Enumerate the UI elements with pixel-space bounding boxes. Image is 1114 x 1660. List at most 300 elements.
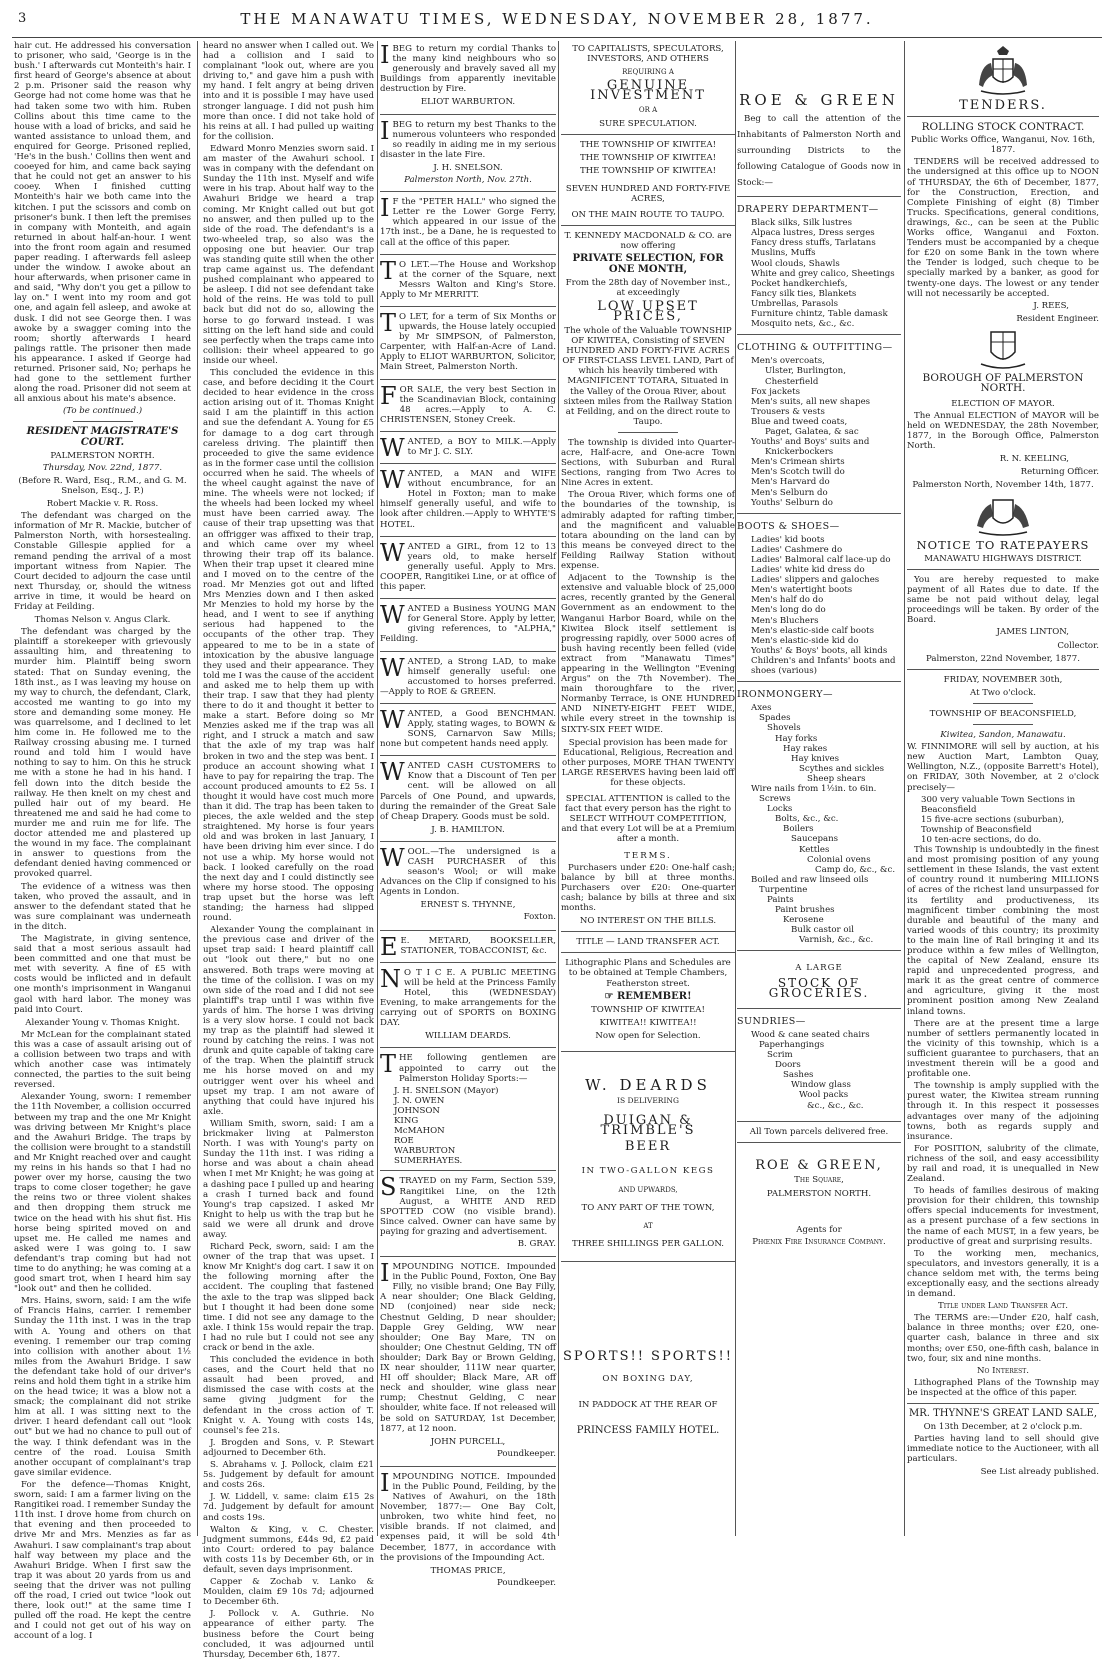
stock-item: Axes — [751, 703, 772, 714]
divider — [907, 116, 1099, 117]
committee-name: SUMERHAYES. — [394, 1156, 463, 1167]
ad-text: E. METARD, BOOKSELLER, STATIONER, TOBACCONIST, &c. — [400, 935, 556, 956]
column-small-ads — [380, 41, 556, 1588]
court-paragraph: Walton & King, v. C. Chester. Judgment summons, £44s 9d, £2 paid into Court: ordered to pay balance with costs 11s by December 6th, or in default, seven days imprisonment. — [203, 1524, 374, 1575]
body-paragraph: Adjacent to the Township is the extensive and valuable block of 25,000 acres, recently granted by the General Government as an endowment to the Wanganui Harbor Board, while on the Kiwitea Block itself settlement is progressing rapidly, over 5000 acres of bush having recently been felled (vide extract from "Manawatu Times" appearing in the Wellington "Evening Argus" on the 7th November). The main thoroughfare to the river, Normanby Terrace, is ONE HUNDRED AND NINETY-EIGHT FEET WIDE, while every street in the township is SIXTY-SIX FEET WIDE. — [561, 573, 735, 735]
committee-name: JOHNSON — [394, 1105, 440, 1116]
borough-heading: BOROUGH OF PALMERSTON NORTH. — [922, 371, 1084, 394]
stock-item: Hay knives — [791, 753, 840, 764]
special-attention: SPECIAL ATTENTION is called to the fact that every person has the right to SELECT WITHOUT COMPETITION, and that every Lot will be at a Premium after a month. — [561, 794, 735, 845]
stock-item: Ladies' slippers and galoches — [751, 575, 880, 586]
deards-line: TO ANY PART OF THE TOWN, — [581, 1202, 715, 1213]
masthead-rule — [12, 37, 1102, 38]
insurance-company: Phœnix Fire Insurance Company. — [752, 1237, 886, 1248]
stock-item: Turpentine — [759, 884, 808, 895]
sports-heading: SPORTS!! SPORTS!! — [563, 1348, 733, 1364]
stock-item: Paints — [767, 895, 794, 905]
stock-item: Muslins, Muffs — [751, 248, 816, 259]
stock-item: Youths' Selburn do — [751, 497, 833, 508]
stock-item: Fancy dress stuffs, Tarlatans — [751, 238, 876, 249]
court-paragraph: J. Pollock v. A. Guthrie. No appearance of either party. The business before the Court being concluded, it was adjourned until Thursday, December 6th, 1877. — [203, 1609, 374, 1660]
ad-text: O LET.—The House and Workshop at the corner of the Square, next Messrs Walton and King's Store. Apply to Mr MERRITT. — [380, 259, 556, 300]
stock-item: Wool packs — [799, 1090, 849, 1101]
stock-item: Men's Scotch twill do — [751, 467, 845, 478]
divider — [561, 952, 735, 953]
royal-coat-of-arms-icon — [971, 494, 1035, 536]
ad-signature: THOMAS PRICE, — [430, 1565, 506, 1576]
classified-ad — [380, 1259, 556, 1467]
stock-item: Youths' and Boys' suits and — [751, 437, 870, 448]
plans-note: Lithographed Plans of the Township may be inspected at the office of this paper. — [907, 1377, 1099, 1398]
stock-item: Men's Selburn do — [751, 487, 828, 498]
ad-text: OR SALE, the very best Section in the Scandinavian Block, containing 48 acres.—Apply to A. C. CHRISTENSEN, Stoney Creek. — [380, 384, 556, 425]
ad-text: MPOUNDING NOTICE. Impounded in the Public Pound, Foxton, One Bay Filly, no visible brand; One Bay Filly, A near shoulder; One Black Gelding, ND (conjoined) near side neck; Chestnut Gelding, D near shoulder; Dapple Grey Gelding, WW near shoulder; One Bay Mare, TN on shoulder; One Chestnut Gelding, TN off shoulder; Dark Bay or Brown Gelding, IX near shoulder, 111W near quarter, HI off shoulder; Black Mare, AR off neck and shoulder, wine glass near rump; Chestnut Gelding, C near shoulder, white face. If not released will be sold on SATURDAY, 1st December, 1877, at 12 noon. — [380, 1262, 556, 1434]
stock-item: Sashes — [783, 1070, 814, 1081]
drop-cap: N — [380, 964, 401, 993]
stock-item: Children's and Infants' boots and shoes (various) — [751, 655, 896, 677]
drop-cap: S — [380, 1173, 397, 1202]
rm-place: PALMERSTON NORTH. — [50, 450, 155, 461]
column-rule — [558, 41, 559, 1536]
stock-item: Youths' & Boys' boots, all kinds — [751, 645, 888, 656]
stock-item: Kettles — [799, 844, 830, 855]
deards-line: AND UPWARDS, — [618, 1185, 678, 1194]
ad-text: ANTED, a BOY to MILK.—Apply to Mr J. C. SLY. — [407, 436, 556, 457]
ad-text: O T I C E. A PUBLIC MEETING will be held at the Princess Family Hotel, this (WEDNESDAY) Evening, to make arrangements for the carrying out of SPORTS on BOXING DAY. — [380, 967, 556, 1029]
ad-text: OOL.—The undersigned is a CASH PURCHASER of this season's Wool; or will make Advances on the Clip if consigned to his Agents in London. — [380, 846, 556, 898]
ad-text: ANTED, a Good BENCHMAN. Apply, stating wages, to BOWN & SONS, Carnarvon Saw Mills; none but competent hands need apply. — [380, 708, 556, 750]
classified-ad — [380, 257, 556, 307]
page-number: 3 — [18, 11, 27, 26]
ad-intro: TO CAPITALISTS, SPECULATORS, INVESTORS, AND OTHERS — [572, 44, 724, 65]
ad-title: Poundkeeper. — [496, 1577, 556, 1588]
election-dateline: Palmerston North, November 14th, 1877. — [912, 479, 1094, 490]
township-heading: THE TOWNSHIP OF KIWITEA! — [579, 139, 717, 150]
terms-heading: TERMS. — [624, 850, 672, 861]
divider — [561, 134, 735, 135]
stock-item: Men's Bluchers — [751, 615, 819, 626]
no-interest: NO INTEREST ON THE BILLS. — [579, 916, 717, 927]
collector-title: Collector. — [1057, 640, 1099, 651]
highways-district: MANAWATU HIGHWAYS DISTRICT. — [924, 553, 1082, 564]
stock-item: Men's half do do — [751, 595, 824, 606]
stock-item: Paget, Galatea, & sac — [765, 426, 859, 437]
stock-item: Men's elastic-side kid do — [751, 635, 859, 646]
deards-price: THREE SHILLINGS PER GALLON. — [571, 1238, 725, 1249]
committee-name: ROE — [394, 1136, 414, 1147]
divider — [561, 225, 735, 226]
drop-cap: I — [380, 116, 390, 145]
divider — [561, 1051, 735, 1052]
court-paragraph: heard no answer when I called out. We had a collision and I said to complainant "look out, where are you driving to," and gave him a push with my hand. I felt angry at being driven into and it is possible I may have used stronger language. I did not push him more than once. I did not take hold of his reins at all. I had pulled up waiting for the collision. — [203, 41, 374, 142]
open-for-selection: Now open for Selection. — [595, 1030, 701, 1041]
ad-text: ANTED a GIRL, from 12 to 13 years old, to make herself generally useful. Apply to Mrs. COOPER, Rangitikei Line, or at office of this paper. — [380, 541, 556, 593]
classified-ad — [380, 844, 556, 931]
drop-cap: W — [380, 705, 405, 734]
court-paragraph: Capper & Zochab v. Lanko & Moulden, claim £9 10s 7d; adjourned to December 6th. — [203, 1577, 374, 1608]
divider — [737, 1008, 901, 1009]
stock-item: Wood & cane seated chairs — [751, 1029, 870, 1040]
to-be-continued: (To be continued.) — [62, 406, 143, 417]
court-paragraph: The defendant was charged by the plaintiff a storekeeper with grievously assaulting him, and threatening to murder him. Plaintiff being sworn stated: That on Sunday evening, the 18th inst., as I was leaving my house on my way to church, the defendant, Clark, accosted me wanting to go into my store and demanding some money. He was quarrelsome, and I declined to let him come in. He followed me to the Railway crossing abusing me. I turned round and told him I would have nothing to say to him. On this he struck me with a stone he had in his hand. I fell down into the ditch beside the railway. He then knelt on my chest and pulled hair out of my beard. He threatened me and said he had come to murder me and ruin me for life. The doctor attended me and plastered up the wound in my face. The complainant in answer to questions from the defendant denied having commenced or provoked quarrel. — [14, 627, 191, 880]
case-title: Thomas Nelson v. Angus Clark. — [34, 615, 171, 626]
drop-cap: W — [380, 466, 405, 495]
clothing-heading: CLOTHING & OUTFITTING— — [737, 342, 893, 354]
classified-ad — [380, 706, 556, 756]
classified-ad — [380, 41, 556, 115]
ad-signature: B. GRAY. — [517, 1239, 556, 1249]
auction-time: At Two o'clock. — [970, 687, 1036, 698]
divider — [737, 950, 901, 951]
ad-signature: WILLIAM DEARDS. — [425, 1031, 511, 1042]
ad-signature: J. H. SNELSON. — [433, 162, 503, 173]
ad-intro: REQUIRING A — [622, 68, 674, 77]
ad-signature: J. B. HAMILTON. — [431, 824, 505, 835]
stock-item: Kerosene — [783, 915, 824, 926]
divider — [737, 334, 901, 335]
low-prices: LOW UPSET PRICES, — [597, 298, 699, 324]
classified-ad — [380, 117, 556, 193]
ad-title: Poundkeeper. — [496, 1448, 556, 1459]
auction-date: FRIDAY, NOVEMBER 30th, — [943, 674, 1063, 685]
deards-line: AT — [643, 1221, 653, 1230]
court-paragraph: This concluded the evidence in both cases, and the Court held that no assault had been proved, and dismissed the case with costs at the same giving judgment for the defendant in the cross action of T. Knight v. A. Young with costs 14s, counsel's fee 21s. — [203, 1355, 374, 1436]
stock-item: Scythes and sickles — [799, 763, 885, 774]
ad-heading: GENUINE INVESTMENT — [590, 78, 706, 104]
column-rule — [197, 41, 198, 1536]
body-paragraph: To the working men, mechanics, speculators, and investors generally, it is a chance seldom met with, the terms being exceptionally easy, and the sections already in demand. — [907, 1248, 1099, 1300]
private-selection: PRIVATE SELECTION, FOR ONE MONTH, — [572, 253, 724, 275]
township-heading: THE TOWNSHIP OF KIWITEA! — [579, 165, 717, 176]
remember-line — [561, 992, 735, 1002]
body-paragraph: To heads of families desirous of making provision for their children, this township offers special inducements for investment, as a present purchase of a few sections in the name of each MUST, in a few years, be productive of great and surprising results. — [907, 1186, 1099, 1247]
ratepayers-heading: NOTICE TO RATEPAYERS — [916, 537, 1090, 552]
divider — [737, 513, 901, 514]
lot-item: 10 ten-acre sections, do do. — [921, 834, 1042, 845]
roe-green-intro: Beg to call the attention of the Inhabitants of Palmerston North and surrounding Districts to the following Catalogue of Goods now in Stock:— — [737, 114, 901, 189]
divider — [973, 724, 1033, 725]
no-interest: No Interest. — [977, 1365, 1029, 1376]
stock-item: Men's Harvard do — [751, 477, 830, 488]
court-paragraph: The evidence of a witness was then taken, who proved the assault, and in answer to the defendant stated that he was sure complainant was underneath in the ditch. — [14, 881, 191, 932]
stock-item: Men's elastic-side calf boots — [751, 625, 874, 636]
body-paragraph: There are at the present time a large number of settlers permanently located in the vicinity of this township, which is a sufficient guarantee to purchasers, that an investment therein will be a good and profitable one. — [907, 1018, 1099, 1080]
remember-text: REMEMBER! — [616, 990, 692, 1002]
stock-item: Shovels — [767, 723, 801, 734]
stock-item: Bolts, &c., &c. — [775, 814, 839, 825]
court-paragraph: William Smith, sworn, said: I am a brickmaker living at Palmerston North. I was with Young's party on Sunday the 11th inst. I was riding a horse and was about a chain ahead when I met Mr Knight; he was going at a dashing pace I pulled up and hearing a crash I turned back and found Young's trap capsized. I asked Mr Knight to help us with the trap but he said we were all drunk and drove away. — [203, 1118, 374, 1240]
column-rule — [377, 41, 378, 1536]
auction-intro: W. FINNIMORE will sell by auction, at his new Auction Mart, Lambton Quay, Wellington, N.Z., (opposite Barrett's Hotel), on FRIDAY, 30th November, at 2 o'clock precisely— — [907, 742, 1099, 793]
firm-name: ROE & GREEN, — [755, 1157, 883, 1173]
stock-item: Fox jackets — [751, 386, 801, 397]
beaconsfield-heading: TOWNSHIP OF BEACONSFIELD, — [929, 708, 1077, 719]
stock-item: Bulk castor oil — [791, 925, 855, 936]
ad-intro: OR A — [638, 106, 658, 115]
stock-item: Hay rakes — [783, 743, 828, 754]
column-rule — [904, 41, 905, 1536]
divider — [907, 1403, 1099, 1404]
column-court-report — [14, 41, 191, 1642]
drop-cap: W — [380, 538, 405, 567]
groceries-line: A LARGE — [795, 963, 843, 974]
body-paragraph: The Oroua River, which forms one of the boundaries of the township, is admirably adapted for rafting timber, and the magnificent and valuable totara abounding on the land can by this means be conveyed direct to the Feilding Railway Station without expense. — [561, 490, 735, 572]
drop-cap: T — [380, 308, 397, 337]
lot-item: 15 five-acre sections (suburban), Township of Beaconsfield — [921, 814, 1065, 835]
column-kiwitea-sale — [561, 41, 735, 1536]
stock-item: Men's suits, all new shapes — [751, 396, 871, 407]
rm-case-title: Robert Mackie v. R. Ross. — [46, 499, 159, 510]
court-paragraph: For the defence—Thomas Knight, sworn, said: I am a farmer living on the Rangitikei road. I remember Sunday the 11th inst. I drove home from church on that evening and then proceeded to drive Mr and Mrs. Menzies as far as Awahuri. I saw complainant's trap about half way between my place and the Awahuri Bridge. When I first saw the trap it was about 20 yards from us and seeing that the driver was not pulling off the road, I cried out twice "look out there, look out!" at the same time I pulled off the road. He kept the centre and I could not get out of his way on account of a log. I — [14, 1479, 191, 1642]
column-court-continued — [203, 41, 374, 1660]
stock-item: Ladies' Cashmere do — [751, 544, 843, 555]
roe-green-heading: ROE & GREEN — [739, 91, 899, 109]
ad-text: TRAYED on my Farm, Section 539, Rangitikei Line, on the 12th August, a WHITE AND RED SPOTTED COW (no visible brand). Since calved. Owner can have same by paying for grazing and advertisement. — [380, 1176, 556, 1237]
body-paragraph: For POSITION, salubrity of the climate, richness of the soil, and easy accessibility by rail and road, it is unequalled in New Zealand. — [907, 1143, 1099, 1185]
court-paragraph: The Magistrate, in giving sentence, said that a most serious assault had been committed and one that must be met with severity. A fine of £5 with costs would be inflicted and in default one month's imprisonment in Wanganui gaol with hard labor. The money was paid into Court. — [14, 933, 191, 1015]
stock-item: Saucepans — [791, 834, 839, 845]
deards-heading: W. DEARDS — [585, 1075, 711, 1094]
ad-text: MPOUNDING NOTICE. Impounded in the Public Pound, Feilding, by the Natives of Awahuri, on the 18th November, 1877:— One Bay Colt, unbroken, two white hind feet, no visible brands. If not claimed, and expenses paid, it will be sold 4th December, 1877, in accordance with the provisions of the Impounding Act. — [380, 1471, 556, 1563]
classified-ad — [380, 382, 556, 432]
terms-text: Purchasers under £20: One-half cash; balance by bill at three months. Purchasers over £20: One-quarter cash; balance by bills at three and six months. — [561, 862, 735, 914]
stock-item: Wool clouds, Shawls — [751, 258, 840, 269]
firm-address: The Square, — [794, 1174, 844, 1185]
drop-cap: I — [380, 1468, 390, 1497]
stock-item: Umbrellas, Parasols — [751, 298, 839, 309]
stock-item: Spades — [759, 713, 791, 724]
body-paragraph: The township is amply supplied with the purest water, the Kiwitea stream running through it. In this respect it possesses advantages over many of the adjoining towns, both as regards supply and insurance. — [907, 1081, 1099, 1142]
township-heading: THE TOWNSHIP OF KIWITEA! — [579, 152, 717, 163]
drop-cap: T — [380, 1050, 397, 1079]
court-paragraph: This concluded the evidence in this case, and before deciding it the Court decided to hear evidence in the cross action arising out of it. Thomas Knight said I am the plaintiff in this action and sue the defendant A. Young for £5 for damage to a dog cart through careless driving. The plaintiff then proceeded to give the same evidence as in the former case until the collision occurred when he said. The wheels of the wheel caught against the nave of mine. The wheels were not locked; if the wheels had been locked my wheel must have been carried away. The cause of their trap upsetting was that an offrigger was affixed to their trap, and which came over my wheel throwing their trap off its balance. When their trap upset it cleared mine and I moved on to the centre of the road. Mr Menzies got out and lifted Mrs Menzies down and I then asked Mr Menzies to hold my horse by the head, and I went to see if anything serious had happened to the occupants of the other trap. They appeared to me to be in a state of intoxication by the abusive language they used and their appearance. They told me I was the cause of the accident and asked me to help them up with their trap. I saw that they had plenty there to do it and thought it better to make a start. Before doing so Mr Menzies asked me if the trap was all right, and I struck a match and saw that the axle of my trap was half broken in two and the step was bent. I produce an account showing what I have to pay for repairing the trap. The account produced amounts to £2 5s. I thought it would have cost much more than it did. The trap has been taken to pieces, the axle welded and the step straightened. My horse is four years old and was broken in last January, I have been driving him ever since. I do not use a whip. My horse would not back. I looked carefully on the road the next day and I could distinctly see where my horse stood. The opposing trap upset but the horse was left standing; the harness had slipped round. — [203, 368, 374, 924]
body-paragraph: This Township is undoubtedly in the finest and most promising position of any young settlement in these Islands, the vast extent of country round it numbering MILLIONS of acres of the richest land unsurpassed for its fertility and productiveness, its magnificent timber combining the most durable and beautiful of the many and varied woods of this country; its proximity to the main line of Rail bringing it and its produce within a few miles of Wellington, the capital of New Zealand, ensure its rapid and unprecedented progress, and mark it as the great centre of commerce and agriculture, giving it the most prominent position among New Zealand inland towns. — [907, 845, 1099, 1017]
classified-ad — [380, 1050, 556, 1171]
divider — [561, 931, 735, 932]
stock-item: White and grey calico, Sheetings — [751, 268, 895, 279]
election-text: The Annual ELECTION of MAYOR will be held on WEDNESDAY, the 28th November, 1877, in the Borough Office, Palmerston North. — [907, 411, 1099, 452]
rm-court-heading: RESIDENT MAGISTRATE'S COURT. — [26, 426, 179, 448]
classified-ad — [380, 539, 556, 599]
engineer-title: Resident Engineer. — [1016, 313, 1099, 324]
agents-for: Agents for — [796, 1224, 842, 1235]
divider — [907, 669, 1099, 670]
classified-ad — [380, 1469, 556, 1595]
stock-item: Ladies' Balmoral calf lace-up do — [751, 555, 891, 565]
stock-item: Colonial ovens — [807, 854, 871, 865]
body-paragraph: Special provision has been made for Educational, Religious, Recreation and other purposes, MORE THAN TWENTY LARGE RESERVES having been laid off for these objects. — [561, 737, 735, 788]
stock-item: Locks — [767, 804, 793, 815]
see-list: See List already published. — [980, 1466, 1099, 1477]
returning-officer-name: R. N. KEELING, — [999, 453, 1069, 464]
ad-place: Foxton. — [523, 912, 556, 923]
divider — [737, 1121, 901, 1122]
ad-text: ANTED CASH CUSTOMERS to Know that a Discount of Ten per cent. will be allowed on all Parcels of One Pound, and upwards, during the remainder of the Great Sale of Cheap Drapery. Goods must be sold. — [380, 761, 556, 822]
story-continuation: hair cut. He addressed his conversation to prisoner, who said, 'George is in the bush.' I afterwards cut Monteith's hair. I first heard of George's absence at about 2 p.m. Prisoner said the reason why George had not come home was that he had taken some two with him. Ruben Collins about this time came to the house with a load of bricks, and said he wanted assistance to unload them, and enquired for George. Prisoned replied, 'He's in the bush.' Collins then went and cooeyed for him, and came back saying that he could not get an answer to his cooey. When I finished cutting Monteith's hair we both came into the kitchen. I put the scissors and comb on prisoner's bunk. I then left the premises in company with Monteith, and again returned in about half-an-hour. I went into the front room again and resumed paper reading. I afterwards fell asleep under the window. I awoke about an hour afterwards, when prisoner came in and said, "Why don't you get a pillow to lay on." I went into my room and got one, and again fell asleep, and awoke at dusk. I did not see George then. I was awoke by a swagger coming into the room; shortly afterwards I heard palings rattle. The prisoner then made his appearance. I asked if George had returned. Prisoner said, No; perhaps he had gone to the settlement further along the road. Prisoner did not seem at all anxious about his mate's absence. — [14, 41, 191, 405]
ad-text: BEG to return my best Thanks to the numerous volunteers who responded so readily in aiding me in my serious disaster in the late Fire. — [380, 119, 556, 160]
ad-signature: JOHN PURCELL, — [430, 1436, 506, 1447]
stock-item: Window glass — [791, 1080, 851, 1091]
drop-cap: W — [380, 758, 405, 787]
beaconsfield-location: Kiwitea, Sandon, Manawatu. — [940, 730, 1066, 741]
ad-text: ANTED a Business YOUNG MAN for General Store. Apply by letter, giving references, to "ALPHA," Feilding. — [380, 604, 556, 645]
drop-cap: I — [380, 1259, 390, 1288]
terms-text: The TERMS are:—Under £20, half cash, balance in three months; over £20, one-quarter cash, balance in three and six months; over £50, one-fifth cash, balance in two, four, six and nine months. — [907, 1313, 1099, 1364]
stock-item: Knickerbockers — [765, 447, 834, 458]
tender-text: TENDERS will be received addressed to the undersigned at this office up to NOON of THURSDAY, the 6th of December, 1877, for the Construction, Erection, and Complete Finishing of eight (8) Timber Trucks. Specifications, general conditions, drawings, &c., can be seen at the Public Works office, Wanganui and Foxton. Tenders must be accompanied by a cheque for £20 on some Bank in the town where the Tender is lodged, such cheque to be specially marked by a banker, as good for twenty-one days. The lowest or any tender will not necessarily be accepted. — [907, 157, 1099, 299]
committee-name: WARBURTON — [394, 1146, 456, 1157]
delivery-note: All Town parcels delivered free. — [749, 1126, 889, 1137]
drop-cap: F — [380, 381, 397, 410]
firm-town: PALMERSTON NORTH. — [766, 1188, 872, 1199]
classified-ad — [380, 601, 556, 651]
ad-signature: ELIOT WARBURTON. — [420, 97, 516, 108]
drop-cap: E — [380, 932, 398, 961]
township-repeat: KIWITEA!! KIWITEA!! — [599, 1017, 697, 1028]
ad-text: HE following gentlemen are appointed to carry out the Palmerston Holiday Sports:— — [399, 1053, 556, 1084]
sale-date: From the 28th day of November inst., at exceedingly — [565, 277, 731, 298]
stock-item: Scrim — [767, 1050, 793, 1061]
sundries-heading: SUNDRIES— — [737, 1015, 806, 1027]
agent-name: T. KENNEDY MACDONALD & CO. are now offering — [564, 231, 732, 252]
borough-crest-icon — [977, 328, 1029, 370]
election-heading: ELECTION OF MAYOR. — [951, 399, 1055, 410]
rm-date: Thursday, Nov. 22nd, 1877. — [42, 462, 163, 473]
deards-line: IN TWO-GALLON KEGS — [581, 1166, 715, 1177]
ad-text: O LET, for a term of Six Months or upwards, the House lately occupied by Mr SIMPSON, of Palmerston, Carpenter, with Half-an-Acre of Land. Apply to ELIOT WARBURTON, Solicitor, Main Street, Palmerston North. — [380, 311, 556, 373]
classified-ad — [380, 933, 556, 963]
tenders-heading: TENDERS. — [959, 98, 1047, 113]
land-sale-text: Parties having land to sell should give immediate notice to the Auctioneer, with all particulars. — [907, 1434, 1099, 1465]
title-act: Title under Land Transfer Act. — [937, 1301, 1069, 1312]
stock-item: Varnish, &c., &c. — [799, 935, 874, 946]
stock-item: Screws — [759, 794, 791, 805]
committee-name: McMAHON — [394, 1126, 445, 1137]
court-paragraph: J. W. Liddell, v. same: claim £15 2s 7d. Judgement by default for amount and costs 19s. — [203, 1492, 374, 1523]
township-description: The whole of the Valuable TOWNSHIP OF KIWITEA, Consisting of SEVEN HUNDRED AND FORTY-FIVE ACRES OF FIRST-CLASS LEVEL LAND, Part of which his heavily timbered with MAGNIFICENT TOTARA, Situated in the Valley of the Oroua River, about sixteen miles from the Railway Station at Feilding, and on the direct route to Taupo. — [562, 325, 734, 427]
stock-item: Mosquito nets, &c., &c. — [751, 319, 855, 330]
beer-brand: DUIGAN & TRIMBLE'S — [600, 1113, 696, 1139]
stock-item: Men's Crimean shirts — [751, 457, 845, 468]
divider — [737, 196, 901, 197]
pointing-hand-icon: ☞ — [604, 990, 617, 1002]
court-paragraph: Alexander Young the complainant in the previous case and driver of the upset trap said: I heard plaintiff call out "look out there," but no one answered. Both traps were moving at the time of the collision. I was on my own side of the road and I did not see plaintiff's trap until I was within five yards of him. The horse I was driving is a very slow horse. I could not back my trap as the plaintiff had slewed it round by catching the reins. I was not drunk and quite capable of taking care of the trap. When the plaintiff struck me his horse moved on and my outrigger went over his wheel and upset my trap. I am not aware of anything that could have injured his axle. — [203, 925, 374, 1117]
classified-ad — [380, 434, 556, 464]
returning-officer-title: Returning Officer. — [1020, 466, 1099, 477]
acres-line: SEVEN HUNDRED AND FORTY-FIVE ACRES, — [565, 183, 731, 205]
engineer-name: J. REES, — [1033, 300, 1069, 311]
divider — [561, 1261, 735, 1262]
township-repeat: TOWNSHIP OF KIWITEA! — [591, 1004, 705, 1015]
drop-cap: W — [380, 653, 405, 682]
stock-item: Fancy silk ties, Blankets — [751, 288, 857, 299]
court-paragraph: J. Brogden and Sons, v. P. Stewart adjourned to December 6th. — [203, 1437, 374, 1458]
ad-text: ANTED, a MAN and WIFE without encumbrance, for an Hotel in Foxton; man to make himself generally useful, and wife to look after children.—Apply to WHYTE'S HOTEL. — [380, 469, 556, 530]
stock-item: Men's watertight boots — [751, 585, 853, 596]
land-sale-date: On 13th December, at 2 o'clock p.m. — [923, 1422, 1083, 1433]
drop-cap: W — [380, 433, 405, 462]
stock-item: Ulster, Burlington, Chesterfield — [765, 366, 846, 387]
boots-heading: BOOTS & SHOES— — [737, 520, 840, 532]
stock-item: Hay forks — [775, 733, 818, 744]
classified-ad — [380, 1173, 556, 1257]
divider — [907, 569, 1099, 570]
sports-line: ON BOXING DAY, — [602, 1374, 694, 1384]
beer-line: BEER — [624, 1139, 672, 1155]
plans-note: Lithographic Plans and Schedules are to be obtained at Temple Chambers, Featherston street. — [565, 958, 731, 989]
stock-item: Doors — [775, 1060, 801, 1071]
divider — [618, 432, 678, 433]
masthead — [0, 0, 1114, 38]
ironmongery-heading: IRONMONGERY— — [737, 689, 833, 701]
collector-name: JAMES LINTON, — [996, 627, 1069, 638]
committee-name: J. H. SNELSON (Mayor) — [394, 1085, 499, 1096]
land-sale-heading: MR. THYNNE'S GREAT LAND SALE, — [908, 1408, 1098, 1420]
royal-coat-of-arms-icon — [971, 45, 1035, 97]
drop-cap: W — [380, 843, 405, 872]
deards-line: IS DELIVERING — [617, 1096, 679, 1106]
column-public-notices — [907, 41, 1099, 1536]
stock-item: &c., &c., &c. — [807, 1100, 864, 1111]
classified-ad — [380, 654, 556, 704]
ad-signature: ERNEST S. THYNNE, — [420, 900, 516, 911]
divider — [73, 421, 133, 422]
ad-text: BEG to return my cordial Thanks to the many kind neighbours who so generously and bravely saved all my Buildings from apparently inevitable destruction by Fire. — [380, 44, 556, 95]
stock-item: Ladies' kid boots — [751, 534, 825, 545]
court-paragraph: Edward Monro Menzies sworn said. I am master of the Awahuri school. I was in company with the defendant on Sunday the 11th inst. Myself and wife were in his trap. About half way to the Awahuri Bridge we heard a trap coming. Mr Knight called out but got no answer, and then pulled up to the side of the road. The defendant's is a two-wheeled trap, so also was the opposing one but heavier. Our trap was standing quite still when the other trap came against us. The defendant pushed complainant who appeared to be asleep. I did not see defendant take hold of the reins. He was told to pull back but did not do so, allowing the horse to go forward instead. I was sitting on the left hand side and could see perfectly when the traps came into collision: their wheel appeared to go inside our wheel. — [203, 143, 374, 366]
stock-item: Camp do, &c., &c. — [815, 864, 896, 875]
ad-dateline: Palmerston North, Nov. 27th. — [404, 175, 532, 186]
groceries-heading: STOCK OF GROCERIES. — [768, 975, 870, 1000]
classified-ad — [380, 466, 556, 537]
committee-name: KING — [394, 1115, 419, 1126]
drapery-heading: DRAPERY DEPARTMENT— — [737, 204, 879, 216]
case-title: Alexander Young v. Thomas Knight. — [25, 1017, 180, 1028]
stock-item: Paperhangings — [759, 1039, 825, 1050]
divider — [737, 1142, 901, 1143]
rates-dateline: Palmerston, 22nd November, 1877. — [926, 653, 1080, 664]
classified-ad — [380, 194, 556, 254]
court-paragraph: S. Abrahams v. J. Pollock, claim £21 5s. Judgement by default for amount and costs 26s. — [203, 1460, 374, 1491]
classified-ad — [380, 758, 556, 842]
drop-cap: T — [380, 256, 397, 285]
divider — [973, 703, 1033, 704]
court-paragraph: Richard Peck, sworn, said: I am the owner of the trap that was upset. I know Mr Knight's dog cart. I saw it on the following morning after the accident. The coupling that fastened the axle to the trap was slipped back but I thought it had been done some time. I did not see any damage to the axle. I think 15s would repair the trap. I had no rule but I could not see any crack or bend in the axle. — [203, 1242, 374, 1353]
stock-item: Sheep shears — [807, 773, 866, 784]
stock-item: Furniture chintz, Table damask — [751, 309, 888, 320]
rolling-stock-heading: ROLLING STOCK CONTRACT. — [921, 121, 1085, 134]
court-paragraph: Mrs. Hains, sworn, said: I am the wife of Francis Hains, carrier. I remember Sunday the 11th inst. I was in the trap with A. Young and others on that evening. I remember our trap coming into collision with another about 1½ miles from the Awahuri Bridge. I saw the defendant take hold of our driver's reins and hold them tight in a strike him on the head twice; it was a blow not a smack; the complainant did not strike him at all. I was sitting next to the driver. I heard defendant call out "look out" but we had no chance to pull out of the way. I think defendant was in the centre of the road. Louisa Smith another occupant of complainant's trap gave similar evidence. — [14, 1296, 191, 1478]
stock-item: Pocket handkerchiefs, — [751, 278, 848, 289]
route-line: ON THE MAIN ROUTE TO TAUPO. — [571, 210, 725, 221]
title-act: TITLE — LAND TRANSFER ACT. — [576, 937, 720, 948]
ad-text: F the "PETER HALL" who signed the Letter re the Lower Gorge Ferry, which appeared in our issue of the 17th inst., be a Dane, he is requested to call at the office of this paper. — [380, 197, 556, 248]
drop-cap: W — [380, 601, 405, 630]
court-paragraph: Alexander Young, sworn: I remember the 11th November, a collision occurred between my trap and the one Mr Knight was driving between Mr Knight's place and the Awahuri Bridge. The traps by the collision were brought to a standstill and Mr Knight reached over and caught my reins in his hands so that I had no power over my horse, causing the two traps to come closer together; he gave the reins two or three violent shakes and then dropping them struck me twice on the head with his shut fist. His horse being spirited moved on and upset me. He called me names and asked were I was going to. I saw defendant's trap coming but had not time to do anything; he was coming at a good smart trot, when I heard him say "look out" and then he collided. — [14, 1092, 191, 1295]
stock-item: Alpaca lustres, Dress serges — [751, 228, 875, 239]
court-paragraph: The defendant was charged on the information of Mr R. Mackie, butcher of Palmerston North, with horsestealing. Constable Gillespie applied for a remand pending the arrival of a most important witness from Napier. The Court decided to adjourn the case until next Thursday, or, should the witness arrive in time, it would be heard on Friday at Feilding. — [14, 511, 191, 612]
stock-item: Men's long do do — [751, 605, 826, 616]
classified-ad — [380, 309, 556, 380]
rm-bench: (Before R. Ward, Esq., R.M., and G. M. Snelson, Esq., J. P.) — [18, 475, 187, 496]
stock-item: Boilers — [783, 824, 814, 835]
stock-item: Wire nails from 1½in. to 6in. — [751, 783, 877, 794]
column-rule — [735, 41, 736, 1536]
stock-item: Paint brushes — [775, 905, 835, 916]
tender-dateline: Public Works Office, Wanganui, Nov. 16th, 1877. — [910, 135, 1096, 156]
lot-item: 300 very valuable Town Sections in Beaconsfield — [921, 794, 1076, 815]
body-paragraph: The township is divided into Quarter-acre, Half-acre, and One-acre Town Sections, with Suburban and Rural Sections, ranging from Two Acres to Nine Acres in extent. — [561, 437, 735, 489]
